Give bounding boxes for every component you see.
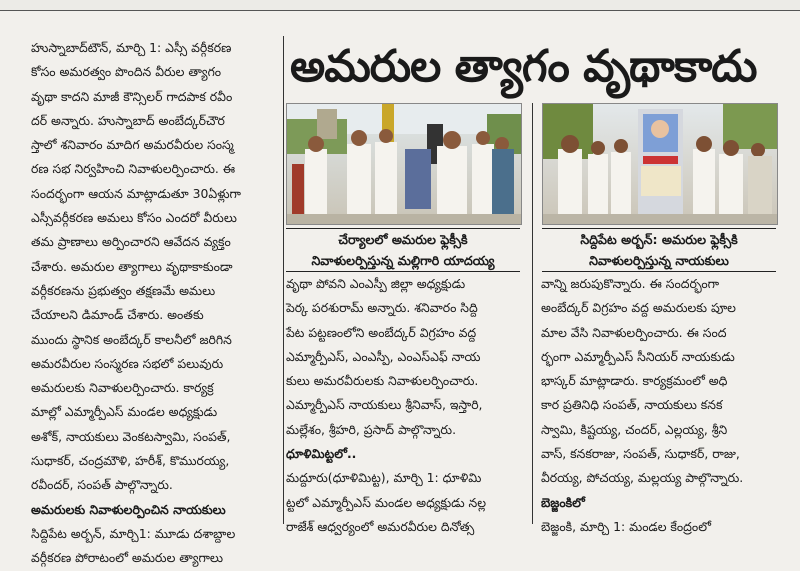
text-line: స్తాలో శనివారం మాదిగ అమరవీరుల సంస్మ <box>31 137 234 153</box>
text-line: ర్భంగా ఎమ్మార్పీఎస్ సీనియర్ నాయకుడు <box>541 348 735 364</box>
text-line: అశోక్, నాయకులు వెంకటస్వామి, సంపత్, <box>31 428 231 444</box>
text-line: స్వామి, కిష్టయ్య, చందర్, ఎల్లయ్య, శ్రీని <box>541 421 728 437</box>
subheading: బెజ్జంకిలో <box>541 494 585 510</box>
text-line: హుస్నాబాద్‌టౌన్, మార్చి 1: ఎస్సీ వర్గీకరణ <box>31 40 232 55</box>
text-line: వాస్, కనకరాజు, సంపత్, సుధాకర్, రాజు, <box>541 446 740 462</box>
text-line: రవీందర్, సంపత్ పాల్గొన్నారు. <box>31 477 173 493</box>
text-line: మద్దూరు(ధూళిమిట్ట), మార్చి 1: ధూళిమి <box>286 470 482 486</box>
text-line: ఎస్సీవర్గీకరణ అమలు కోసం ఎందరో వీరులు <box>31 210 237 226</box>
text-line: రాజేశ్ ఆధ్వర్యంలో అమరవీరుల దినోత్స <box>286 518 475 534</box>
crowd-photo-image <box>287 104 521 224</box>
text-line: వృథా కాదని మాజీ కౌన్సిలర్ గాదపాక రవీం <box>31 88 233 104</box>
text-line: వర్గీకరణను ప్రభుత్వం తక్షణమే అమలు <box>31 282 216 298</box>
text-line: కార ప్రతినిధి సంపత్, నాయకులు కనక <box>541 397 723 413</box>
text-line: చేశారు. అమరుల త్యాగాలు వృథాకాకుండా <box>31 258 233 274</box>
news-photo-cheryal <box>286 103 522 225</box>
text-line: సందర్భంగా ఆయన మాట్లాడుతూ 30ఏళ్లుగా <box>31 185 241 201</box>
text-line: అమరవీరుల సంస్మరణ సభలో పలువురు <box>31 355 224 371</box>
caption-line: నివాళులర్పిస్తున్న నాయకులు <box>589 253 729 268</box>
text-line: అంబేద్కర్ విగ్రహం వద్ద అమరులకు పూల <box>541 300 736 316</box>
text-line: కోసం అమరత్వం పొందిన వీరుల త్యాగం <box>31 64 222 80</box>
subheading: అమరులకు నివాళులర్పించిన నాయకులు <box>31 501 226 517</box>
article-column-1 <box>31 36 281 566</box>
text-line: ఎమ్మార్పీఎస్ నాయకులు శ్రీనివాస్, ఇస్తారి, <box>286 397 483 413</box>
crowd-photo-image <box>543 104 777 224</box>
text-line: ముందు స్థానిక అంబేద్కర్ కాలనీలో జరిగిన <box>31 331 232 347</box>
text-line: పేట పట్టణంలోని అంబేద్కర్ విగ్రహం వద్ద <box>286 324 477 340</box>
text-line: వాన్ని జరుపుకొన్నారు. ఈ సందర్భంగా <box>541 276 720 291</box>
column-divider <box>532 103 533 524</box>
text-line: మాల వేసి నివాళులర్పించారు. ఈ సంద <box>541 324 727 340</box>
article-column-3 <box>541 272 791 534</box>
subheading: ధూళిమిట్టలో.. <box>286 446 357 462</box>
text-line: మాల్లో ఎమ్మార్పీఎస్ మండల అధ్యక్షుడు <box>31 404 218 420</box>
caption-line: చేర్యాలలో అమరుల ఫ్లెక్సీకి <box>338 232 468 247</box>
news-photo-siddipet <box>542 103 778 225</box>
text-line: వృథా పోవని ఎంఎస్పీ జిల్లా అధ్యక్షుడు <box>286 276 466 291</box>
page-top-rule <box>0 0 800 11</box>
text-line: సిద్దిపేట అర్బన్, మార్చి1: మూడు దశాబ్దాల <box>31 525 236 541</box>
photo-caption-1 <box>286 228 520 272</box>
text-line: చేయాలని డిమాండ్ చేశారు. అంతకు <box>31 307 204 323</box>
text-line: సుధాకర్, చంద్రమౌళి, హరీశ్, కొమురయ్య, <box>31 453 230 469</box>
text-line: ట్టలో ఎమ్మార్పీఎస్ మండల అధ్యక్షుడు నల్ల <box>286 494 487 510</box>
text-line: దర్ అన్నారు. హుస్నాబాద్ అంబేద్కర్‌చౌర <box>31 112 225 128</box>
text-line: ఎమ్మార్పీఎస్, ఎంఎస్పీ, ఎంఎస్ఎఫ్ నాయ <box>286 348 481 364</box>
headline: అమరుల త్యాగం వృథాకాదు <box>290 41 757 92</box>
caption-line: సిద్దిపేట అర్బన్: అమరుల ఫ్లెక్సీకి <box>580 232 738 247</box>
text-line: రణ సభ నిర్వహించి నివాళులర్పించారు. ఈ <box>31 161 236 177</box>
text-line: పెర్క పరశురామ్ అన్నారు. శనివారం సిద్ది <box>286 300 478 316</box>
photo-caption-2 <box>542 228 776 272</box>
text-line: వీరయ్య, పోచయ్య, మల్లయ్య పాల్గొన్నారు. <box>541 470 744 486</box>
text-line: వర్గీకరణ పోరాటంలో అమరుల త్యాగాలు <box>31 550 223 566</box>
text-line: బెజ్జంకి, మార్చి 1: మండల కేంద్రంలో <box>541 518 711 534</box>
text-line: మల్లేశం, శ్రీహరి, ప్రసాద్ పాల్గొన్నారు. <box>286 421 457 437</box>
text-line: అమరులకు నివాళులర్పించారు. కార్యక్ర <box>31 380 214 396</box>
text-line: భాస్కర్ మాట్లాడారు. కార్యక్రమంలో అధి <box>541 373 728 389</box>
article-column-2 <box>286 272 526 534</box>
column-divider <box>283 36 284 524</box>
text-line: కులు అమరవీరులకు నివాళులర్పించారు. <box>286 373 479 389</box>
text-line: తమ ప్రాణాలు అర్పించారని ఆవేదన వ్యక్తం <box>31 234 231 250</box>
caption-line: నివాళులర్పిస్తున్న మల్లిగారి యాదయ్య <box>311 253 495 268</box>
